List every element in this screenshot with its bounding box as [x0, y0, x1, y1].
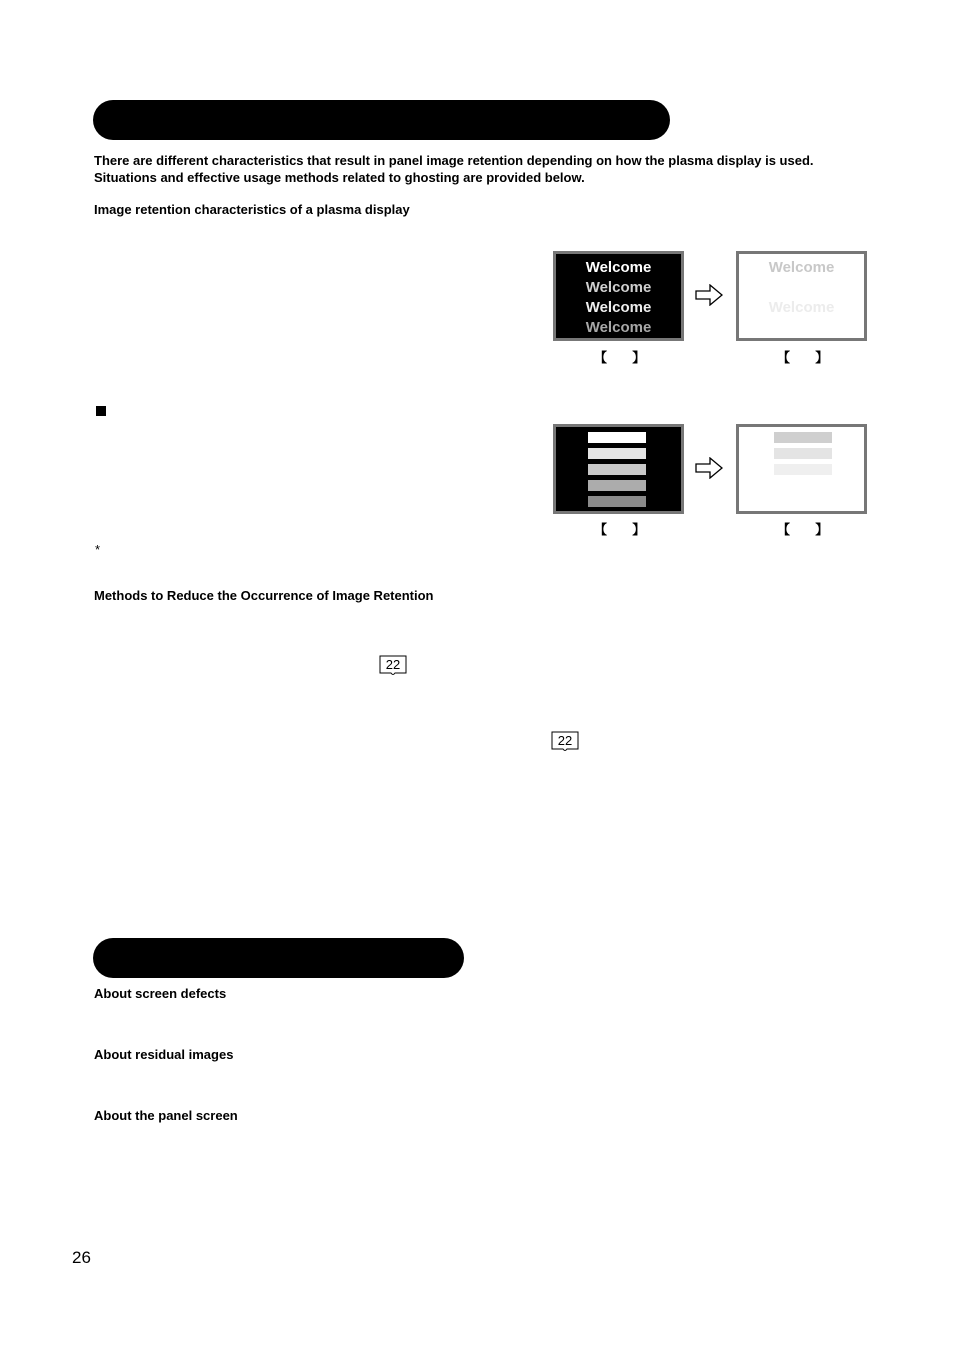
arrow-right-icon — [695, 284, 723, 306]
bar-2 — [588, 448, 646, 459]
bar-1 — [588, 432, 646, 443]
heading-screen-defects: About screen defects — [94, 986, 227, 1001]
section-header-bar-bottom — [93, 938, 464, 978]
bar-4 — [588, 480, 646, 491]
heading-panel-screen: About the panel screen — [94, 1108, 238, 1123]
ghost-bar-1 — [774, 432, 832, 443]
bar-5 — [588, 496, 646, 507]
page-number: 26 — [72, 1248, 91, 1267]
arrow-right-icon — [695, 457, 723, 479]
ghost-bar-2 — [774, 448, 832, 459]
figure1-after-caption: 【 】 — [777, 350, 829, 365]
page-reference-number: 22 — [557, 733, 573, 748]
page-reference-book-icon — [379, 655, 407, 677]
bar-3 — [588, 464, 646, 475]
ghost-bar-3 — [774, 464, 832, 475]
footnote-asterisk: * — [95, 542, 101, 557]
page-reference-number: 22 — [385, 657, 401, 672]
figure1-before-screen — [553, 251, 684, 341]
figure2-after-screen — [736, 424, 867, 514]
heading-residual-images: About residual images — [94, 1047, 234, 1062]
welcome-line-1: Welcome — [585, 259, 652, 276]
square-bullet-icon — [96, 406, 106, 416]
welcome-line-2: Welcome — [585, 279, 652, 296]
figure2-before-screen — [553, 424, 684, 514]
figure2-before-caption: 【 】 — [594, 522, 646, 537]
ghost-welcome-line-2: Welcome — [768, 299, 835, 316]
ghost-welcome-line-1: Welcome — [768, 259, 835, 276]
heading-reduce-retention-methods: Methods to Reduce the Occurrence of Image Retention — [94, 588, 434, 603]
page-reference-book-icon — [551, 731, 579, 753]
welcome-line-4: Welcome — [585, 319, 652, 336]
heading-retention-characteristics: Image retention characteristics of a plasma display — [94, 202, 410, 217]
figure1-before-caption: 【 】 — [594, 350, 646, 365]
section-header-bar-top — [93, 100, 670, 140]
figure2-after-caption: 【 】 — [777, 522, 829, 537]
figure1-after-screen — [736, 251, 867, 341]
intro-paragraph — [94, 152, 814, 186]
intro-line-1: There are different characteristics that result in panel image retention depending on how the plasma display is used. — [94, 153, 814, 168]
welcome-line-3: Welcome — [585, 299, 652, 316]
intro-line-2: Situations and effective usage methods related to ghosting are provided below. — [94, 170, 585, 185]
